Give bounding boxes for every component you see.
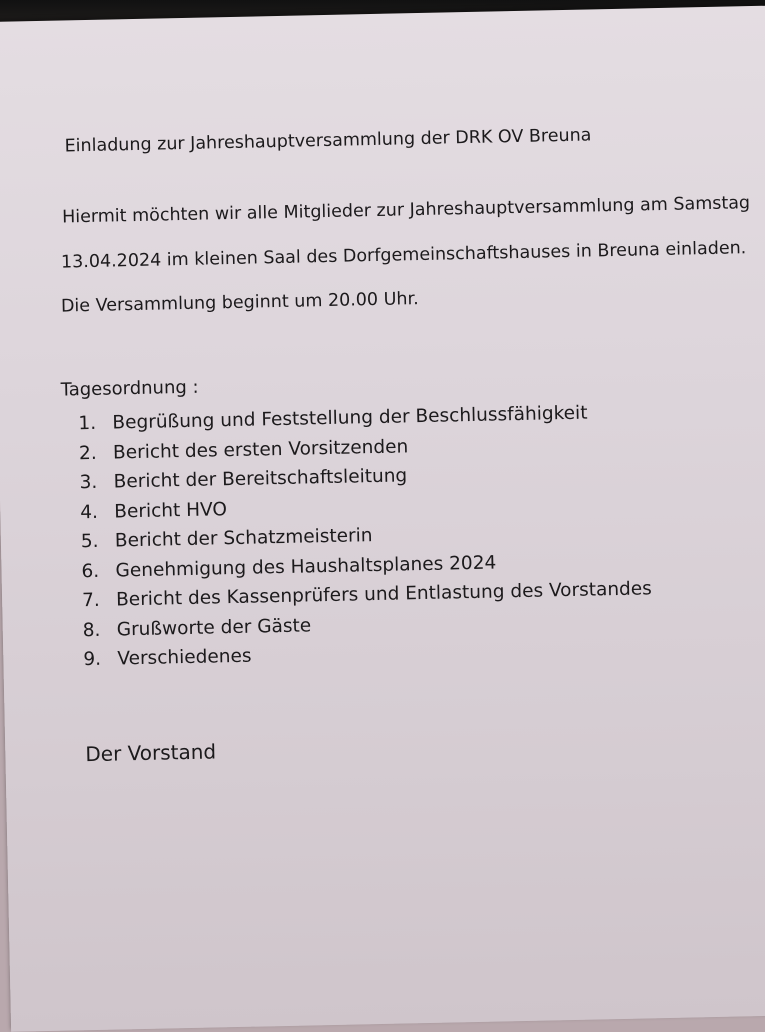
agenda-item-number: 1. bbox=[78, 412, 97, 435]
agenda-item-number: 3. bbox=[79, 471, 98, 494]
paragraph-line-2: 13.04.2024 im kleinen Saal des Dorfgemeinschaftshauses in Breuna einladen. bbox=[60, 238, 747, 273]
agenda-item-text: Verschiedenes bbox=[117, 645, 252, 670]
paragraph-line-1: Hiermit möchten wir alle Mitglieder zur Jahreshauptversammlung am Samstag bbox=[61, 193, 751, 228]
agenda-item-text: Genehmigung des Haushaltsplanes 2024 bbox=[115, 552, 497, 581]
agenda-item-number: 9. bbox=[83, 648, 102, 671]
paper-sheet bbox=[0, 5, 765, 1032]
agenda-heading: Tagesordnung : bbox=[60, 376, 199, 401]
agenda-item-text: Grußworte der Gäste bbox=[116, 614, 312, 640]
agenda-item-text: Bericht des ersten Vorsitzenden bbox=[112, 435, 409, 464]
document-title: Einladung zur Jahreshauptversammlung der DRK OV Breuna bbox=[64, 125, 592, 157]
agenda-item-text: Bericht des Kassenprüfers und Entlastung des Vorstandes bbox=[115, 578, 653, 611]
agenda-item-number: 2. bbox=[78, 442, 97, 464]
agenda-item-text: Bericht der Bereitschaftsleitung bbox=[113, 465, 408, 493]
agenda-item-text: Bericht der Schatzmeisterin bbox=[114, 525, 373, 552]
agenda-item-number: 4. bbox=[80, 501, 99, 523]
paragraph-line-3: Die Versammlung beginnt um 20.00 Uhr. bbox=[60, 289, 419, 317]
agenda-item-number: 7. bbox=[81, 589, 101, 612]
agenda-item-text: Bericht HVO bbox=[114, 498, 228, 523]
agenda-item-number: 5. bbox=[80, 530, 99, 553]
agenda-item-number: 8. bbox=[82, 619, 101, 641]
agenda-item-text: Begrüßung und Feststellung der Beschlussfähigkeit bbox=[112, 402, 588, 434]
agenda-list bbox=[78, 401, 653, 678]
signature: Der Vorstand bbox=[85, 739, 217, 767]
agenda-item-number: 6. bbox=[81, 560, 100, 582]
